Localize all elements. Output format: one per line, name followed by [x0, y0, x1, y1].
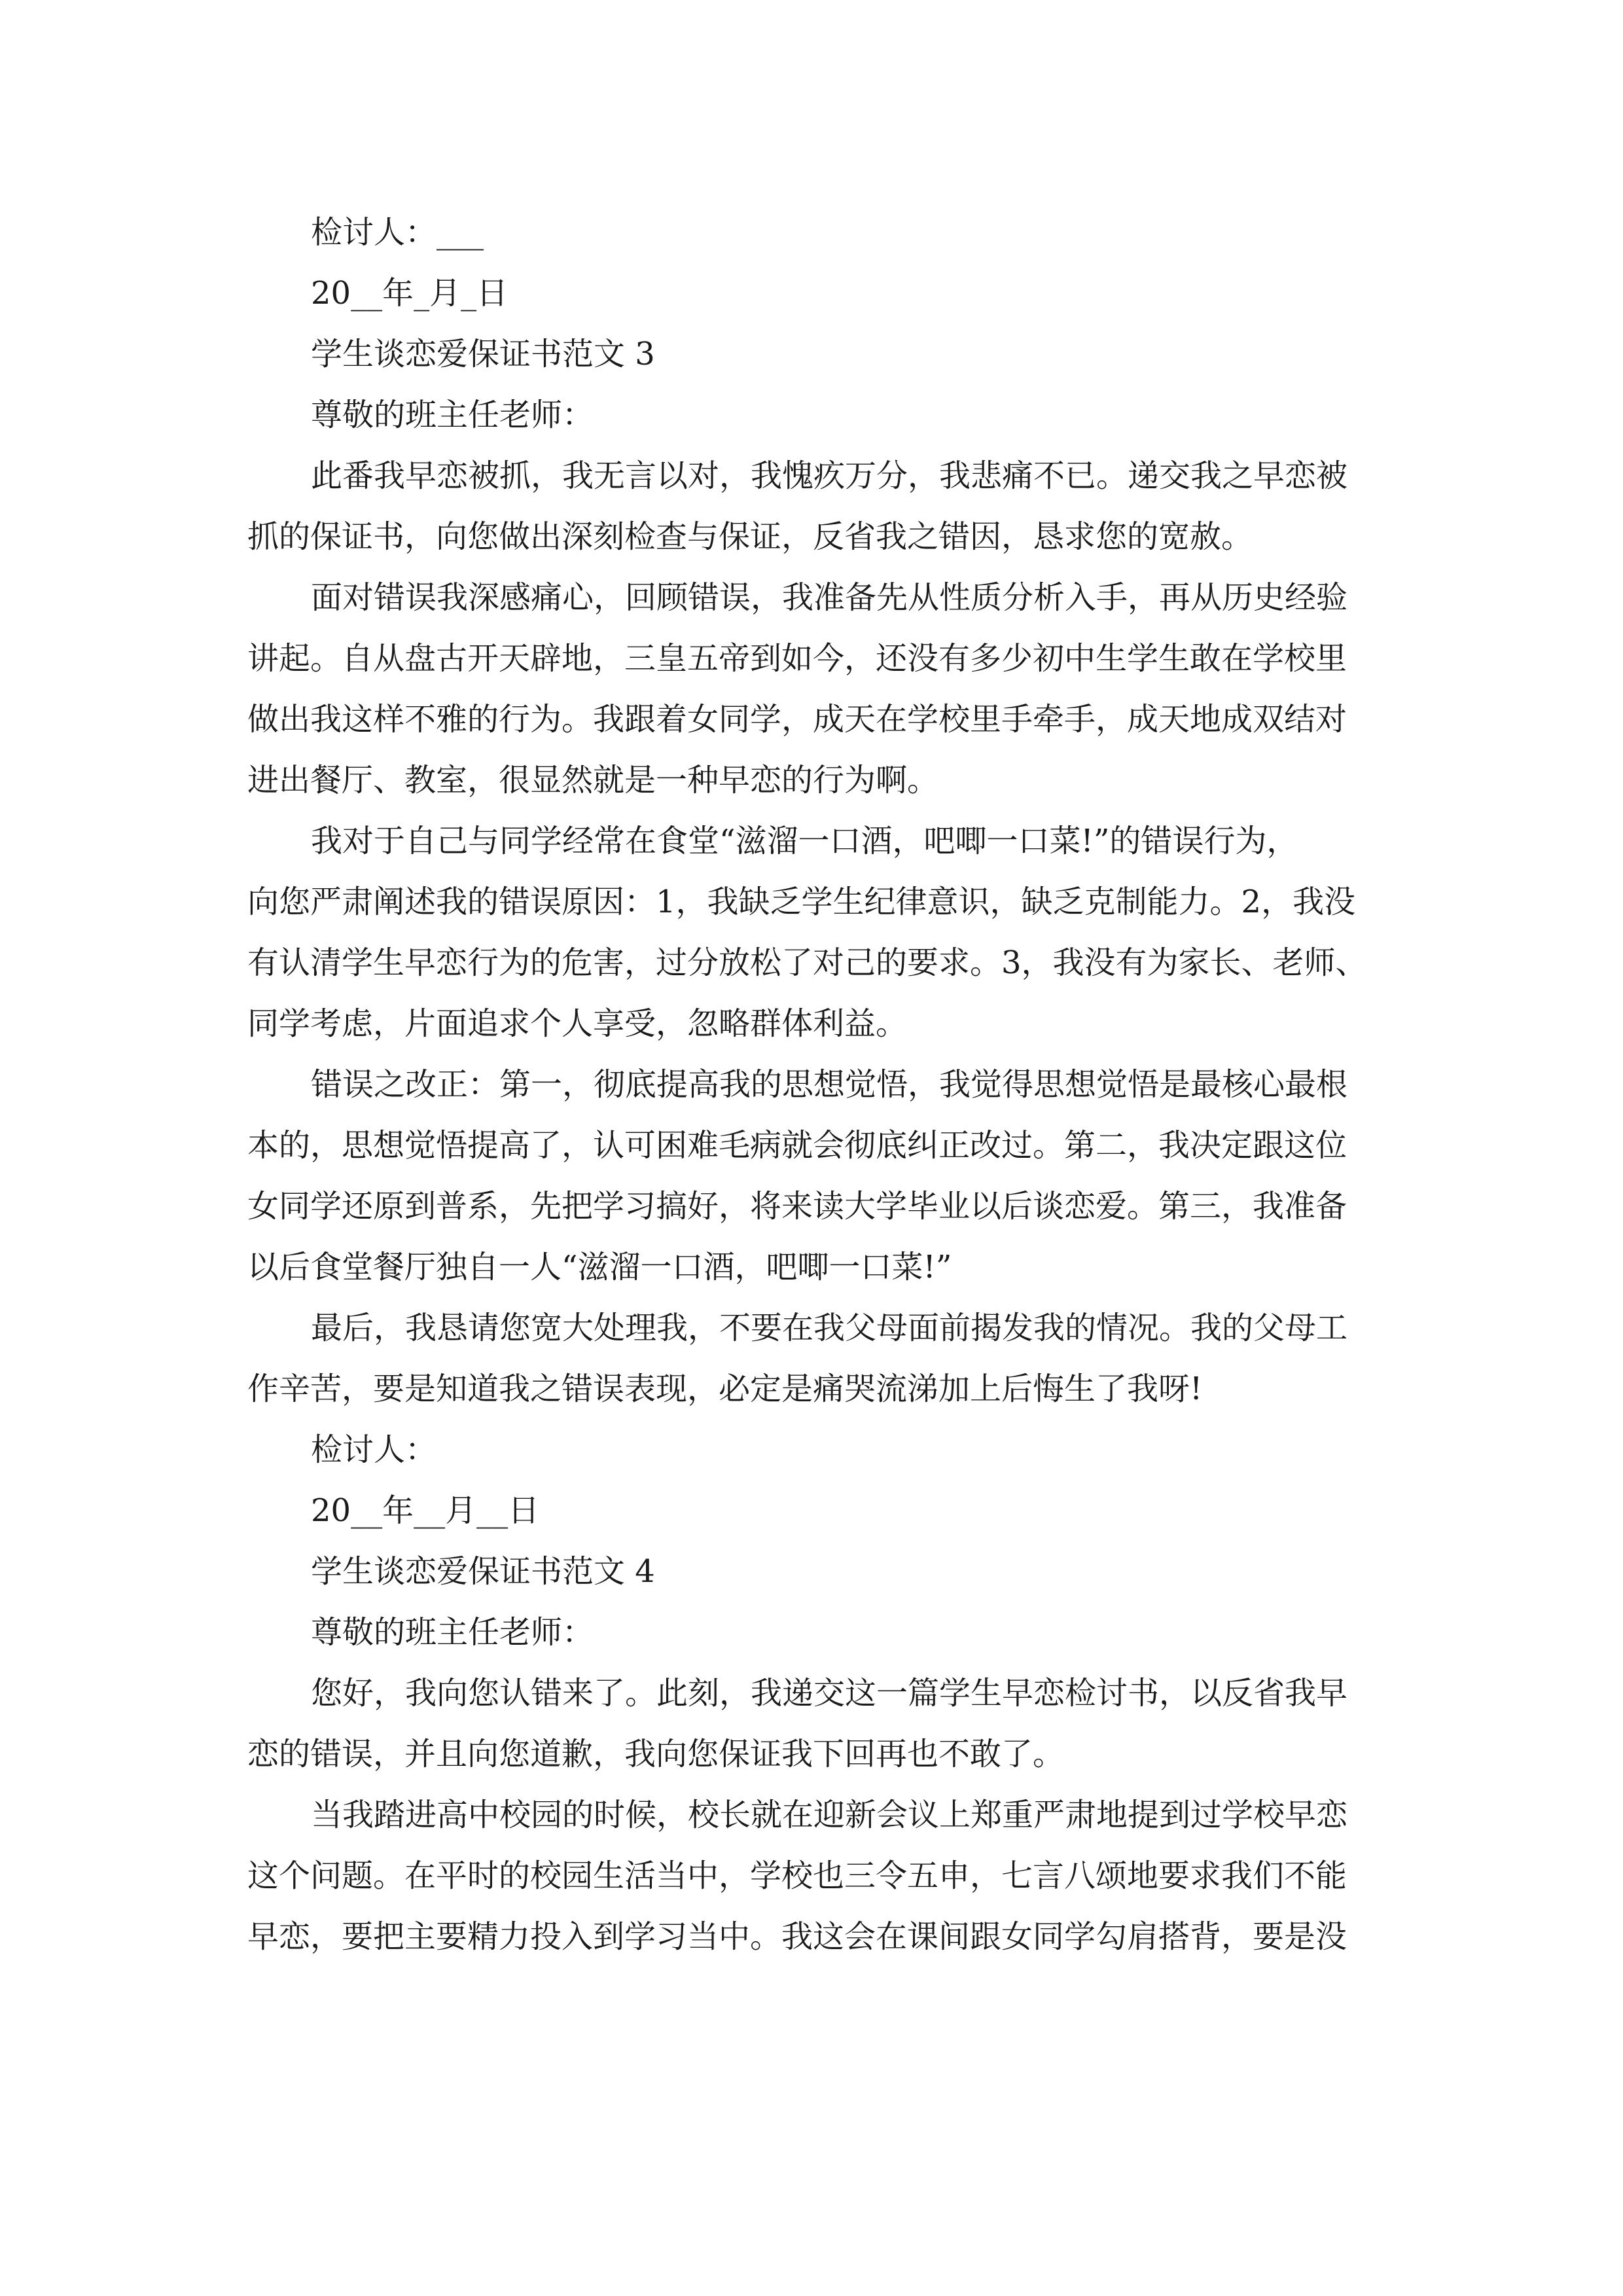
section-title: 学生谈恋爱保证书范文 3 [311, 336, 655, 372]
paragraph-line: 作辛苦，要是知道我之错误表现，必定是痛哭流涕加上后悔生了我呀! [247, 1371, 1203, 1407]
signer-line: 检讨人：___ [311, 214, 484, 251]
paragraph-line: 做出我这样不雅的行为。我跟着女同学，成天在学校里手牵手，成天地成双结对 [247, 701, 1347, 738]
paragraph-line: 此番我早恋被抓，我无言以对，我愧疚万分，我悲痛不已。递交我之早恋被 [311, 457, 1348, 494]
signer-line: 检讨人： [311, 1431, 437, 1468]
paragraph-line: 有认清学生早恋行为的危害，过分放松了对己的要求。3，我没有为家长、老师、 [247, 944, 1367, 981]
paragraph-line: 向您严肃阐述我的错误原因：1，我缺乏学生纪律意识，缺乏克制能力。2，我没 [247, 884, 1356, 920]
date-line: 20__年__月__日 [311, 1492, 540, 1529]
paragraph-line: 以后食堂餐厅独自一人“滋溜一口酒，吧唧一口菜!” [247, 1249, 952, 1285]
paragraph-line: 进出餐厅、教室，很显然就是一种早恋的行为啊。 [247, 762, 939, 798]
paragraph-line: 最后，我恳请您宽大处理我，不要在我父母面前揭发我的情况。我的父母工 [311, 1310, 1348, 1346]
section-title: 学生谈恋爱保证书范文 4 [311, 1553, 655, 1590]
paragraph-line: 面对错误我深感痛心，回顾错误，我准备先从性质分析入手，再从历史经验 [311, 579, 1348, 616]
salutation: 尊敬的班主任老师： [311, 397, 594, 433]
paragraph-line: 本的，思想觉悟提高了，认可困难毛病就会彻底纠正改过。第二，我决定跟这位 [247, 1127, 1347, 1164]
date-line: 20__年_月_日 [311, 275, 508, 312]
paragraph-line: 讲起。自从盘古开天辟地，三皇五帝到如今，还没有多少初中生学生敢在学校里 [247, 640, 1347, 677]
paragraph-line: 恋的错误，并且向您道歉，我向您保证我下回再也不敢了。 [247, 1736, 1065, 1772]
paragraph-line: 这个问题。在平时的校园生活当中，学校也三令五申，七言八颂地要求我们不能 [247, 1857, 1347, 1894]
paragraph-line: 错误之改正：第一，彻底提高我的思想觉悟，我觉得思想觉悟是最核心最根 [311, 1066, 1348, 1103]
paragraph-line: 抓的保证书，向您做出深刻检查与保证，反省我之错因，恳求您的宽赦。 [247, 518, 1253, 555]
paragraph-line: 我对于自己与同学经常在食堂“滋溜一口酒，吧唧一口菜!”的错误行为， [311, 823, 1298, 859]
paragraph-line: 当我踏进高中校园的时候，校长就在迎新会议上郑重严肃地提到过学校早恋 [311, 1797, 1348, 1833]
paragraph-line: 同学考虑，片面追求个人享受，忽略群体利益。 [247, 1005, 908, 1042]
paragraph-line: 早恋，要把主要精力投入到学习当中。我这会在课间跟女同学勾肩搭背，要是没 [247, 1918, 1347, 1955]
paragraph-line: 您好，我向您认错来了。此刻，我递交这一篇学生早恋检讨书，以反省我早 [311, 1675, 1348, 1712]
salutation: 尊敬的班主任老师： [311, 1614, 594, 1651]
paragraph-line: 女同学还原到普系，先把学习搞好，将来读大学毕业以后谈恋爱。第三，我准备 [247, 1188, 1347, 1225]
